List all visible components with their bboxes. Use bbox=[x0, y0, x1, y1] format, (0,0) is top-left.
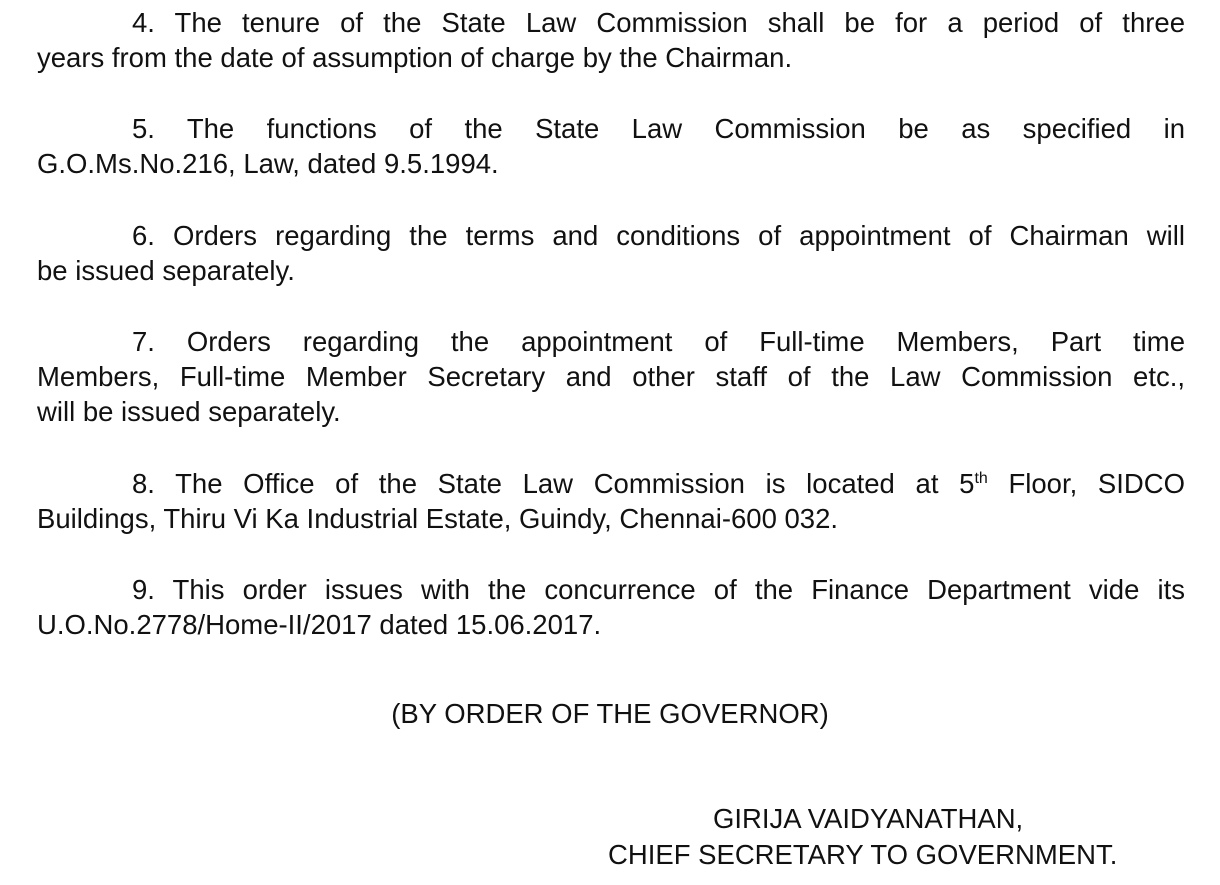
paragraph-5 bbox=[37, 111, 1185, 181]
paragraph-8-line-2: Buildings, Thiru Vi Ka Industrial Estate, Guindy, Chennai-600 032. bbox=[37, 503, 839, 534]
paragraph-8-text-a: 8. The Office of the State Law Commission is located at 5 bbox=[132, 468, 975, 499]
ordinal-superscript: th bbox=[974, 470, 988, 487]
paragraph-8-line-1 bbox=[37, 466, 1185, 501]
paragraph-6-line-2: be issued separately. bbox=[37, 255, 295, 286]
paragraph-7 bbox=[37, 324, 1185, 429]
paragraph-7-line-1: 7. Orders regarding the appointment of Full-time Members, Part time bbox=[132, 326, 1185, 357]
paragraph-6 bbox=[37, 218, 1185, 288]
paragraph-9-line-1: 9. This order issues with the concurrence of the Finance Department vide its bbox=[132, 574, 1185, 605]
paragraph-4 bbox=[37, 5, 1185, 75]
paragraph-4-line-2: years from the date of assumption of charge by the Chairman. bbox=[37, 42, 793, 73]
paragraph-7-line-3: will be issued separately. bbox=[37, 396, 341, 427]
signatory-title: CHIEF SECRETARY TO GOVERNMENT. bbox=[608, 839, 1118, 870]
by-order-line: (BY ORDER OF THE GOVERNOR) bbox=[391, 698, 829, 729]
paragraph-9-line-2: U.O.No.2778/Home-II/2017 dated 15.06.2017. bbox=[37, 609, 602, 640]
signatory-name: GIRIJA VAIDYANATHAN, bbox=[713, 803, 1024, 834]
paragraph-5-line-2: G.O.Ms.No.216, Law, dated 9.5.1994. bbox=[37, 148, 499, 179]
paragraph-5-line-1: 5. The functions of the State Law Commission be as specified in bbox=[132, 113, 1185, 144]
paragraph-6-line-1: 6. Orders regarding the terms and conditions of appointment of Chairman will bbox=[132, 220, 1185, 251]
paragraph-4-line-1: 4. The tenure of the State Law Commission shall be for a period of three bbox=[132, 7, 1185, 38]
paragraph-9 bbox=[37, 572, 1185, 642]
paragraph-8 bbox=[37, 466, 1185, 536]
paragraph-8-text-b: Floor, SIDCO bbox=[987, 468, 1185, 499]
paragraph-7-line-2: Members, Full-time Member Secretary and other staff of the Law Commission etc., bbox=[37, 361, 1185, 392]
